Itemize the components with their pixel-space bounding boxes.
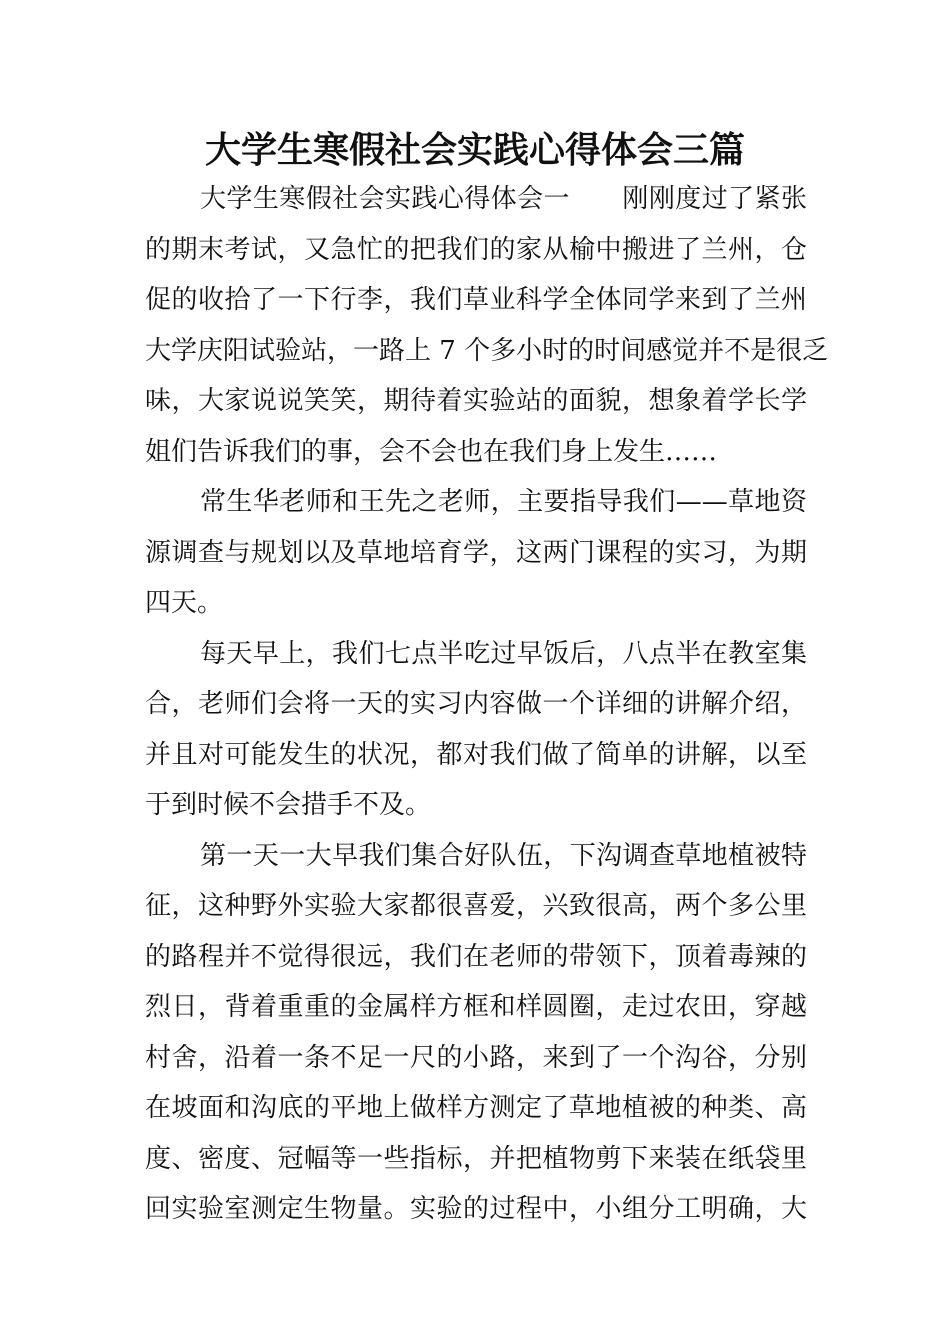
- text-line: 合，老师们会将一天的实习内容做一个详细的讲解介绍，: [145, 689, 807, 719]
- text-line: 四天。: [145, 588, 224, 618]
- text-line: 常生华老师和王先之老师，主要指导我们——草地资: [200, 487, 807, 517]
- text-line: 每天早上，我们七点半吃过早饭后，八点半在教室集: [200, 638, 807, 669]
- text-line: 的期末考试，又急忙的把我们的家从榆中搬进了兰州，仓: [145, 234, 807, 265]
- paragraph-2: [145, 477, 807, 629]
- paragraph-3: [145, 629, 807, 831]
- text-line: 并且对可能发生的状况，都对我们做了简单的讲解，以至: [145, 739, 807, 770]
- text-line: 的路程并不觉得很远，我们在老师的带领下，顶着毒辣的: [145, 941, 807, 972]
- text-line: 姐们告诉我们的事，会不会也在我们身上发生……: [145, 436, 718, 467]
- text-line: 度、密度、冠幅等一些指标，并把植物剪下来装在纸袋里: [145, 1143, 807, 1174]
- text-line: 促的收拾了一下行李，我们草业科学全体同学来到了兰州: [145, 285, 807, 315]
- text-line: 第一天一大早我们集合好队伍，下沟调查草地植被特: [200, 840, 807, 871]
- text-line: 源调查与规划以及草地培育学，这两门课程的实习，为期: [145, 537, 807, 568]
- text-line: 烈日，背着重重的金属样方框和样圆圈，走过农田，穿越: [145, 992, 807, 1022]
- text-line: [145, 174, 807, 225]
- paragraph-1: [145, 174, 829, 477]
- text-line: 于到时候不会措手不及。: [145, 790, 432, 820]
- text-line: 回实验室测定生物量。实验的过程中，小组分工明确，大: [145, 1194, 807, 1224]
- text-line: 大学庆阳试验站，一路上 7 个多小时的时间感觉并不是很乏: [145, 335, 829, 366]
- document-title: 大学生寒假社会实践心得体会三篇: [204, 129, 745, 171]
- document-body: [145, 174, 829, 1235]
- paragraph-4: [145, 831, 807, 1235]
- subtitle-inline: 大学生寒假社会实践心得体会一: [200, 184, 570, 214]
- text-line: 征，这种野外实验大家都很喜爱，兴致很高，两个多公里: [145, 891, 807, 921]
- text-line: 村舍，沿着一条不足一尺的小路，来到了一个沟谷，分别: [145, 1042, 807, 1073]
- text-fragment: 刚刚度过了紧张: [621, 184, 807, 214]
- text-line: 味，大家说说笑笑，期待着实验站的面貌，想象着学长学: [145, 386, 807, 416]
- text-line: 在坡面和沟底的平地上做样方测定了草地植被的种类、高: [145, 1093, 807, 1123]
